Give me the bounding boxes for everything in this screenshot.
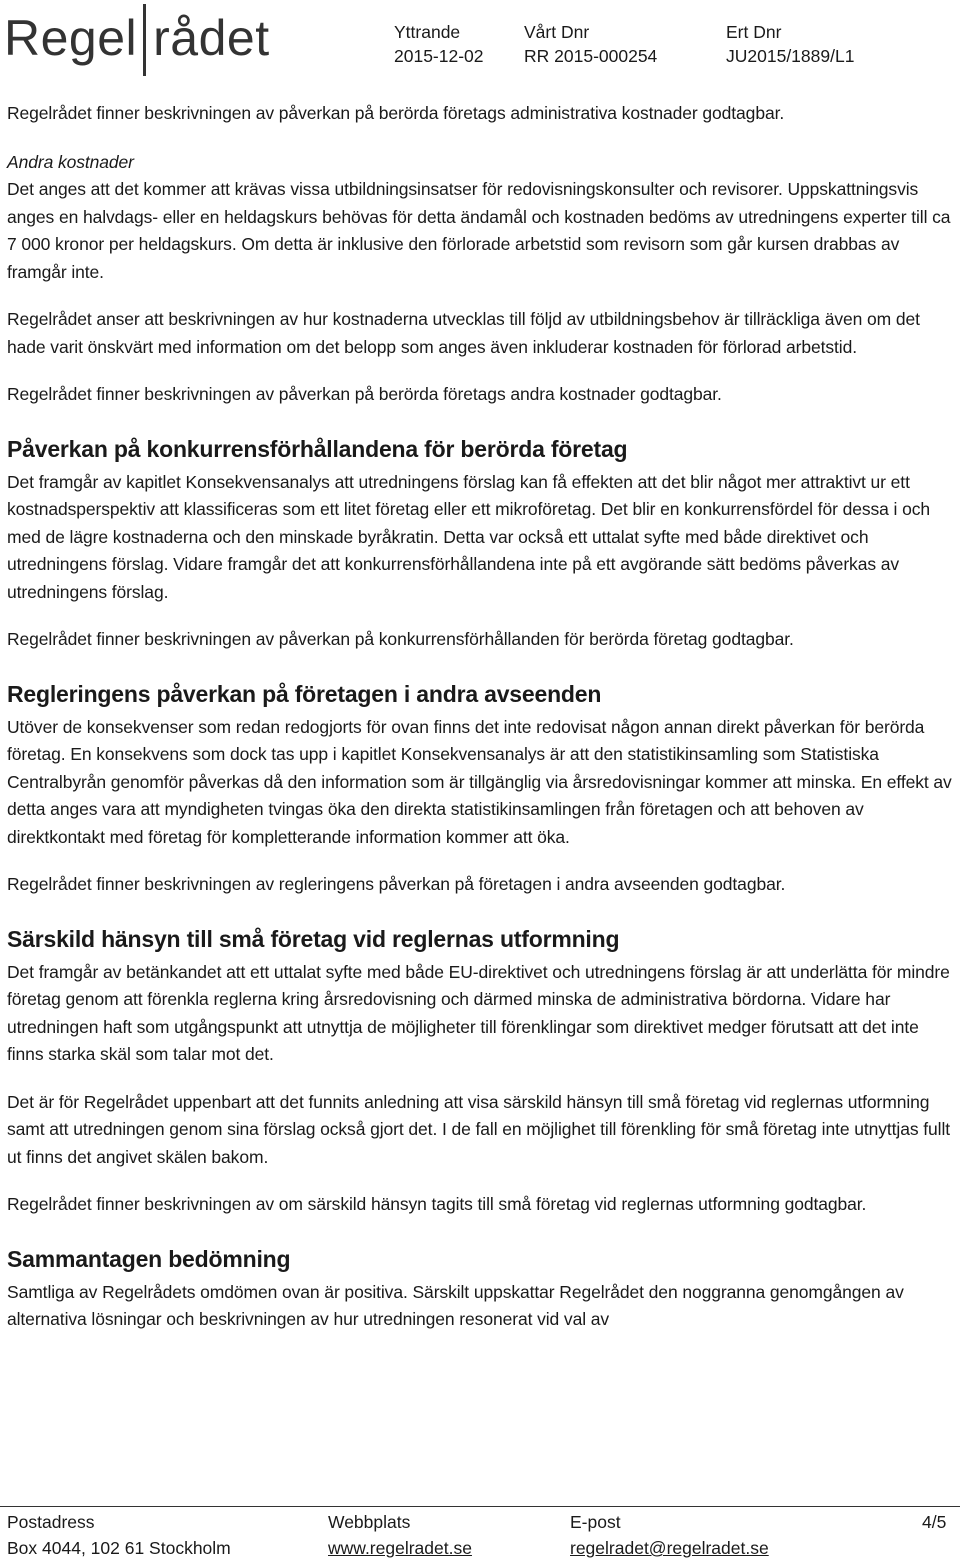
footer-value: Box 4044, 102 61 Stockholm	[7, 1538, 231, 1558]
section-heading-konkurrens: Påverkan på konkurrensförhållandena för berörda företag	[7, 435, 628, 462]
logo-divider	[143, 4, 146, 76]
meta-label: Ert Dnr	[726, 22, 782, 42]
section-heading-sarskild-hansyn: Särskild hänsyn till små företag vid reglernas utformning	[7, 925, 620, 952]
subheading-andra-kostnader: Andra kostnader	[7, 151, 134, 172]
paragraph: Regelrådet finner beskrivningen av påverkan på berörda företags andra kostnader godtagbar.	[7, 384, 722, 404]
paragraph: Regelrådet finner beskrivningen av regleringens påverkan på företagen i andra avseenden godtagbar.	[7, 874, 786, 894]
paragraph: Regelrådet anser att beskrivningen av hur kostnaderna utvecklas till följd av utbildningsbehov är tillräckliga även om det hade varit önskvärt med information om det belopp som anges även inkluderar kostnaden för förlorad arbetstid.	[7, 309, 920, 357]
footer-epost	[570, 1509, 769, 1561]
footer-webbplats	[328, 1509, 472, 1561]
footer-label: Webbplats	[328, 1512, 411, 1532]
paragraph: Regelrådet finner beskrivningen av påverkan på konkurrensförhållanden för berörda företag godtagbar.	[7, 629, 794, 649]
page-number: 4/5	[922, 1512, 947, 1532]
paragraph: Det framgår av betänkandet att ett uttalat syfte med både EU-direktivet och utredningens förslag är att underlätta för mindre företag genom att förenkla reglerna kring årsredovisning och därmed minska de administrativa bördorna. Vidare har utredningen haft som utgångspunkt att utnyttja de möjligheter till förenklingar som direktivet medger förutsatt att det inte finns starka skäl som talar mot det.	[7, 961, 950, 1064]
footer-label: E-post	[570, 1512, 621, 1532]
meta-label: Vårt Dnr	[524, 22, 590, 42]
paragraph: Utöver de konsekvenser som redan redogjorts för ovan finns det inte redovisat någon annan direkt påverkan för berörda företag. En konsekvens som dock tas upp i kapitlet Konsekvensanalys är att den statistikinsamling som Statistiska Centralbyrån genomför påverkas då den information som är tillgänglig via årsredovisningar kommer att minska. En effekt av detta anges vara att myndigheten tvingas öka den direkta statistikinsamlingen från företagen och att behoven av direktkontakt med företag för kompletterande information kommer att öka.	[7, 716, 952, 847]
section-heading-andra-avseenden: Regleringens påverkan på företagen i andra avseenden	[7, 680, 602, 707]
paragraph: Samtliga av Regelrådets omdömen ovan är positiva. Särskilt uppskattar Regelrådet den noggranna genomgången av alternativa lösningar och beskrivningen av hur utredningen resonerat vid val av	[7, 1281, 904, 1329]
logo-text-right: rådet	[153, 10, 270, 66]
meta-label: Yttrande	[394, 22, 461, 42]
logo-text-left: Regel	[4, 10, 138, 66]
section-heading-sammantagen: Sammantagen bedömning	[7, 1245, 291, 1272]
meta-value: JU2015/1889/L1	[726, 46, 855, 66]
paragraph: Det är för Regelrådet uppenbart att det funnits anledning att visa särskild hänsyn till små företag vid reglernas utformning samt att utredningen genom sina förslag också gjort det. I de fall en möjlighet till förenkling för små företag inte utnyttjas fullt ut finns det angivet skälen bakom.	[7, 1091, 950, 1167]
meta-yttrande	[394, 20, 484, 68]
footer-label: Postadress	[7, 1512, 95, 1532]
document-body	[7, 100, 955, 1334]
meta-ert-dnr	[726, 20, 854, 68]
meta-vart-dnr	[524, 20, 657, 68]
regelradet-logo	[4, 6, 270, 76]
page-footer	[0, 1506, 960, 1563]
website-link[interactable]: www.regelradet.se	[328, 1538, 472, 1558]
paragraph: Regelrådet finner beskrivningen av påverkan på berörda företags administrativa kostnader godtagbar.	[7, 103, 785, 123]
paragraph: Det framgår av kapitlet Konsekvensanalys att utredningens förslag kan få effekten att det blir något mer attraktivt ur ett kostnadsperspektiv att klassificeras som ett litet företag eller ett mikroföretag. Det blir en konkurrensfördel för dessa i och med de lägre kostnaderna och den minskade byråkratin. Detta var också ett uttalat syfte med både direktivet och utredningens förslag. Vidare framgår det att konkurrensförhållandena inte på ett avgörande sätt bedöms påverkas av utredningens förslag.	[7, 471, 930, 602]
paragraph: Det anges att det kommer att krävas vissa utbildningsinsatser för redovisningskonsulter och revisorer. Uppskattningsvis anges en halvdags- eller en heldagskurs behövas för detta ändamål och kostnaden bedöms av utredningens experter till ca 7 000 kronor per heldagskurs. Om detta är inklusive den förlorade arbetstid som revisorn som går kursen drabbas av framgår inte.	[7, 179, 951, 282]
footer-postadress	[7, 1509, 231, 1561]
email-link[interactable]: regelradet@regelradet.se	[570, 1538, 769, 1558]
meta-value: RR 2015-000254	[524, 46, 658, 66]
paragraph: Regelrådet finner beskrivningen av om särskild hänsyn tagits till små företag vid reglernas utformning godtagbar.	[7, 1194, 867, 1214]
meta-value: 2015-12-02	[394, 46, 484, 66]
